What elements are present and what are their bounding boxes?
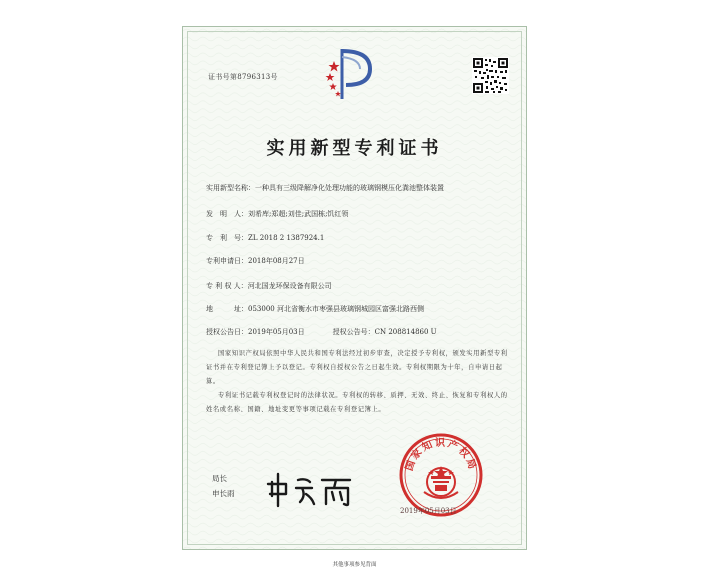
seal-text: 国家知识产权局 <box>404 438 478 473</box>
director-name: 申长雨 <box>212 489 235 498</box>
field-grant-date <box>206 327 437 337</box>
certificate-title: 实用新型专利证书 <box>266 138 443 159</box>
field-value: CN 208814860 U <box>374 328 437 336</box>
seal-date: 2019年05月03日 <box>400 507 457 515</box>
cnipa-logo-icon <box>320 41 382 103</box>
field-value: 一种具有三级降解净化处理功能的玻璃钢模压化粪池整体装置 <box>255 184 444 192</box>
field-label: 专 利 权 人： <box>206 282 248 290</box>
field-value: ZL 2018 2 1387924.1 <box>248 234 325 242</box>
qr-code-icon <box>472 57 509 94</box>
field-label: 授权公告日： <box>206 328 248 336</box>
certificate-body-text <box>206 347 510 417</box>
signature-image <box>262 470 357 510</box>
field-utility-model-name <box>206 183 444 193</box>
field-patent-number <box>206 233 324 243</box>
field-value: 053000 河北省衡水市枣强县玻璃钢城园区富强北路西侧 <box>248 305 424 313</box>
field-label: 专 利 号： <box>206 234 248 242</box>
field-value: 河北国龙环保设备有限公司 <box>247 282 332 290</box>
paragraph: 专利证书记载专利权登记时的法律状况。专利权的转移、质押、无效、终止、恢复和专利权人的姓名或名称、国籍、地址变更等事项记载在专利登记簿上。 <box>206 392 508 413</box>
field-value: 2018年08月27日 <box>248 257 305 265</box>
field-value: 2019年05月03日 <box>248 328 305 336</box>
certificate-number: 证书号第8796313号 <box>208 73 278 81</box>
certificate-footer: 其他事项参见背面 <box>332 562 377 568</box>
field-application-date <box>206 256 305 266</box>
director-title: 局长 <box>212 474 227 483</box>
field-inventors <box>206 209 348 219</box>
field-patentee <box>206 281 332 291</box>
field-label: 专利申请日： <box>206 257 248 265</box>
field-value: 刘希库;郑超;刘佳;武国栋;饥红领 <box>248 210 349 218</box>
field-label: 授权公告号： <box>332 328 375 336</box>
paragraph: 国家知识产权局依照中华人民共和国专利法经过初步审查，决定授予专利权，颁发实用新型专利证书并在专利登记簿上予以登记。专利权自授权公告之日起生效。专利权期限为十年，自申请日起算。 <box>206 350 508 385</box>
field-label: 实用新型名称： <box>206 184 255 192</box>
field-label: 地 址： <box>206 305 248 313</box>
field-address <box>206 304 424 314</box>
field-label: 发 明 人： <box>206 210 248 218</box>
